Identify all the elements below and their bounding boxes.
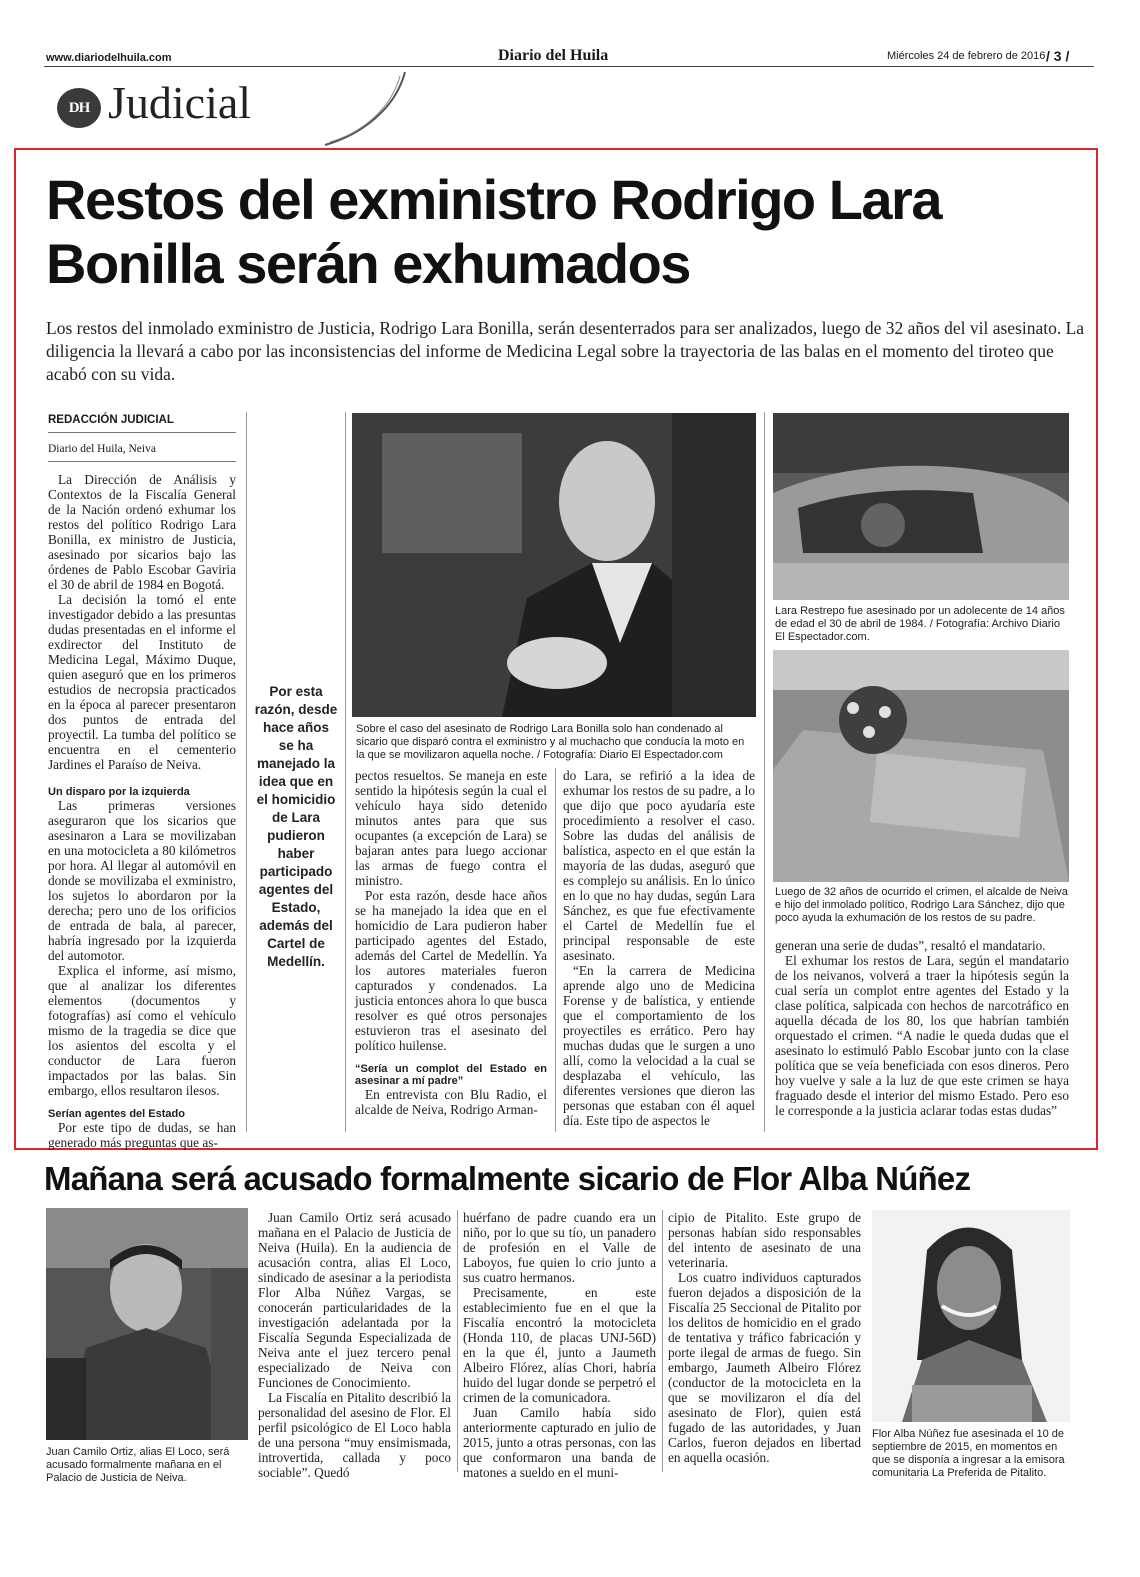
column-divider (345, 412, 346, 1132)
car-photo-icon (773, 413, 1069, 600)
paragraph: En entrevista con Blu Radio, el alcalde de Neiva, Rodrigo Arman- (355, 1087, 547, 1117)
suspect-caption: Juan Camilo Ortiz, alias El Loco, será acusado formalmente mañana en el Palacio de Justicia de Neiva. (46, 1446, 230, 1484)
paragraph: generan una serie de dudas”, resaltó el mandatario. (775, 938, 1046, 953)
photo-3-caption: Luego de 32 años de ocurrido el crimen, el alcalde de Neiva e hijo del inmolado político, Rodrigo Lara Sánchez, dijo que poco ayuda la exhumación de los restos de su padre. (775, 886, 1068, 924)
paragraph: Juan Camilo Ortiz será acusado mañana en el Palacio de Justicia de Neiva (Huila). En la audiencia de acusación contra, alias El Loco, sindicado de asesinar a la periodista Flor Alba Núñez Vargas, se conocerán particularidades de la investigación adelantada por la Fiscalía Segunda Especializada de Neiva ante el juez tercero penal especializado de Neiva con Funciones de Conocimiento. (258, 1210, 451, 1390)
paragraph: Los cuatro individuos capturados fueron dejados a disposición de la Fiscalía 25 Seccional de Pitalito por los delitos de homicidio en el grado de tentativa y tráfico fabricación y porte ilegal de armas de fuego. Sin embargo, Jaumeth Albeiro Flórez (conductor de la motocicleta en la que se movilizaron el día del asesinato de Flor), quien está fugado de las autoridades, y Juan Carlos, fueron dejados en libertad en aquella ocasión. (668, 1270, 861, 1465)
article-column-4 (775, 938, 1069, 1118)
photo-flor-alba (872, 1210, 1070, 1422)
section-title: Judicial (108, 77, 252, 128)
subheading: Un disparo por la izquierda (48, 786, 190, 798)
photo-car (773, 413, 1069, 600)
pull-quote: Por esta razón, desde hace años se ha manejado la idea que en el homicidio de Lara pudieron haber participado agentes del Estado, además del Cartel de Medellín. (254, 684, 338, 969)
story2-column-2 (463, 1210, 656, 1480)
byline-rule (48, 432, 236, 433)
woman-photo-icon (872, 1210, 1070, 1422)
paragraph: cipio de Pitalito. Este grupo de personas habían sido responsables del intento de asesinato de una veterinaria. (668, 1210, 861, 1270)
photo-lara-bonilla (352, 413, 756, 717)
byline-place: Diario del Huila, Neiva (48, 443, 156, 455)
story2-column-3 (668, 1210, 861, 1465)
paragraph: “En la carrera de Medicina aprende algo uno de Medicina Forense y de balística, y entiende que el comportamiento de los proyectiles es errático. Pero hay muchas dudas que le surgen a uno allí, como la velocidad a la cual se desplazaba el vehículo, las diferentes versiones que dieron las personas que estaban con él aquel día. Este tipo de aspectos le (563, 963, 755, 1128)
column-divider (457, 1210, 458, 1472)
byline-rule (48, 461, 236, 462)
subheading: “Sería un complot del Estado en asesinar a mí padre” (355, 1063, 547, 1087)
paragraph: Las primeras versiones aseguraron que los sicarios que asesinaron a Lara se movilizaban en una motocicleta a 80 kilómetros por hora. Al llegar al automóvil en donde se movilizaba el exministro, los sujetos lo abordaron por la derecha; pero uno de los orificios de entrada de bala, al parecer, habría ingresado por la izquierda del automotor. (48, 798, 236, 963)
paragraph: huérfano de padre cuando era un niño, por lo que su tío, un panadero de profesión en el Valle de Laboyos, fue quien lo crio junto a sus cuatro hermanos. (463, 1210, 656, 1285)
portrait-photo-icon (352, 413, 756, 717)
suspect-photo-icon (46, 1208, 248, 1440)
article-column-2 (355, 768, 547, 1117)
column-divider (662, 1210, 663, 1472)
photo-suspect (46, 1208, 248, 1440)
paragraph: La decisión la tomó el ente investigador debido a las presuntas dudas presentadas en el informe el exdirector del Instituto de Medicina Legal, Máximo Duque, quien aseguró que en los primeros estudios de necropsia practicados en la época al parecer presentaron dos puntos de entrada del proyectil. La tumba del político se encuentra en el cementerio Jardines el Paraíso de Neiva. (48, 592, 236, 772)
paragraph: La Dirección de Análisis y Contextos de la Fiscalía General de la Nación ordenó exhumar los restos del político Rodrigo Lara Bonilla, ex ministro de Justicia, asesinado por sicarios bajo las órdenes de Pablo Escobar Gaviria el 30 de abril de 1984 en Bogotá. (48, 472, 236, 592)
header-rule (44, 66, 1094, 67)
article-column-3 (563, 768, 755, 1128)
article-column-1 (48, 472, 236, 1150)
issue-date: Miércoles 24 de febrero de 2016 (887, 50, 1046, 62)
photo-1-caption: Sobre el caso del asesinato de Rodrigo Lara Bonilla solo han condenado al sicario que disparó contra el exministro y al muchacho que conducía la moto en la que se movilizaron aquella noche. / Fotografía: Diario El Espectador.com (356, 723, 745, 761)
website-url: www.diariodelhuila.com (46, 52, 172, 64)
paragraph: Por este tipo de dudas, se han generado más preguntas que as- (48, 1120, 236, 1150)
paragraph: La Fiscalía en Pitalito describió la personalidad del asesino de Flor. El perfil psicológico de El Loco habla de una persona “muy ensimismada, introvertida, callada y poco sociable”. Quedó (258, 1390, 451, 1480)
main-headline: Restos del exministro Rodrigo Lara Bonilla serán exhumados (46, 168, 941, 295)
dh-logo: DH (57, 88, 101, 128)
paragraph: Por esta razón, desde hace años se ha manejado la idea que en el homicidio de Lara pudieron haber participado agentes del Estado, además del Cartel de Medellín. Ya los autores materiales fueron capturados y condenados. La justicia entonces ahora lo que busca resolver es qué otros personajes estuvieron tras el asesinato del político huilense. (355, 888, 547, 1053)
column-divider (764, 412, 765, 1132)
column-divider (246, 412, 247, 1132)
newspaper-name: Diario del Huila (498, 47, 609, 64)
second-headline: Mañana será acusado formalmente sicario de Flor Alba Núñez (44, 1160, 971, 1197)
paragraph: Explica el informe, así mismo, que al analizar los diferentes elementos (documentos y fotografías) así como el vehículo mismo de la tragedia se dice que los asientos del escolta y el conductor de Lara fueron impactados por las balas. Sin embargo, ellos resultaron ilesos. (48, 963, 236, 1098)
photo-2-caption: Lara Restrepo fue asesinado por un adolecente de 14 años de edad el 30 de abril de 1984. / Fotografía: Archivo Diario El Espectador.com. (775, 605, 1065, 643)
paragraph: Juan Camilo había sido anteriormente capturado en julio de 2015, junto a otras personas, con las que conformaron una banda de matones a sueldo en el muni- (463, 1405, 656, 1480)
story2-column-1 (258, 1210, 451, 1480)
paragraph: do Lara, se refirió a la idea de exhumar los restos de su padre, a lo que dijo que poco ayudaría este procedimiento a resolver el caso. Sobre las dudas del análisis de balística, aspecto en el que están la mayoría de las dudas, aseguró que es complejo su análisis. En lo único en lo que no hay dudas, según Lara Sánchez, es que fue efectivamente el Cartel de Medellín fue el principal responsable de este asesinato. (563, 768, 755, 963)
paragraph: Precisamente, en este establecimiento fue en el que la Fiscalía encontró la motocicleta (Honda 110, de placas UNJ-56D) en la que él, junto a Jaumeth Albeiro Flórez, alías Chori, habría huido del lugar donde se perpetró el crimen de la comunicadora. (463, 1285, 656, 1405)
paragraph: El exhumar los restos de Lara, según el mandatario de los neivanos, volverá a traer la hipótesis según la cual sería un complot entre agentes del Estado y la clase política, salpicada con hechos de narcotráfico en aquella década de los 80, los que habrían también orquestado el crimen. “A nadie le queda dudas que el asesinato lo estimuló Pablo Escobar junto con la clase política que se veía beneficiada con esos dineros. Pero hoy vuelve y sale a la luz de que este crimen se haya fraguado desde el interior del mismo Estado. Pero eso le corresponde a la justicia aclarar todas estas dudas” (775, 953, 1069, 1118)
main-lede: Los restos del inmolado exministro de Justicia, Rodrigo Lara Bonilla, serán desenterrados para ser analizados, luego de 32 años del vil asesinato. La diligencia la llevará a cabo por las inconsistencias del informe de Medicina Legal sobre la trayectoria de las balas en el momento del tiroteo que acabó con su vida. (46, 318, 1085, 384)
paragraph: pectos resueltos. Se maneja en este sentido la hipótesis según la cual el vehículo haya sido detenido minutos antes para que sus ocupantes (a excepción de Lara) se bajaran antes para luego accionar las armas de fuego contra el ministro. (355, 768, 547, 888)
page-number: / 3 / (1046, 48, 1070, 64)
section-swoosh-icon (320, 70, 410, 150)
byline: REDACCIÓN JUDICIAL (48, 414, 174, 426)
tomb-photo-icon (773, 650, 1069, 882)
column-divider (555, 768, 556, 1132)
victim-caption: Flor Alba Núñez fue asesinada el 10 de septiembre de 2015, en momentos en que se disponía a ingresar a la emisora comunitaria La Preferida de Pitalito. (872, 1428, 1065, 1479)
subheading: Serían agentes del Estado (48, 1108, 185, 1120)
photo-tomb (773, 650, 1069, 882)
